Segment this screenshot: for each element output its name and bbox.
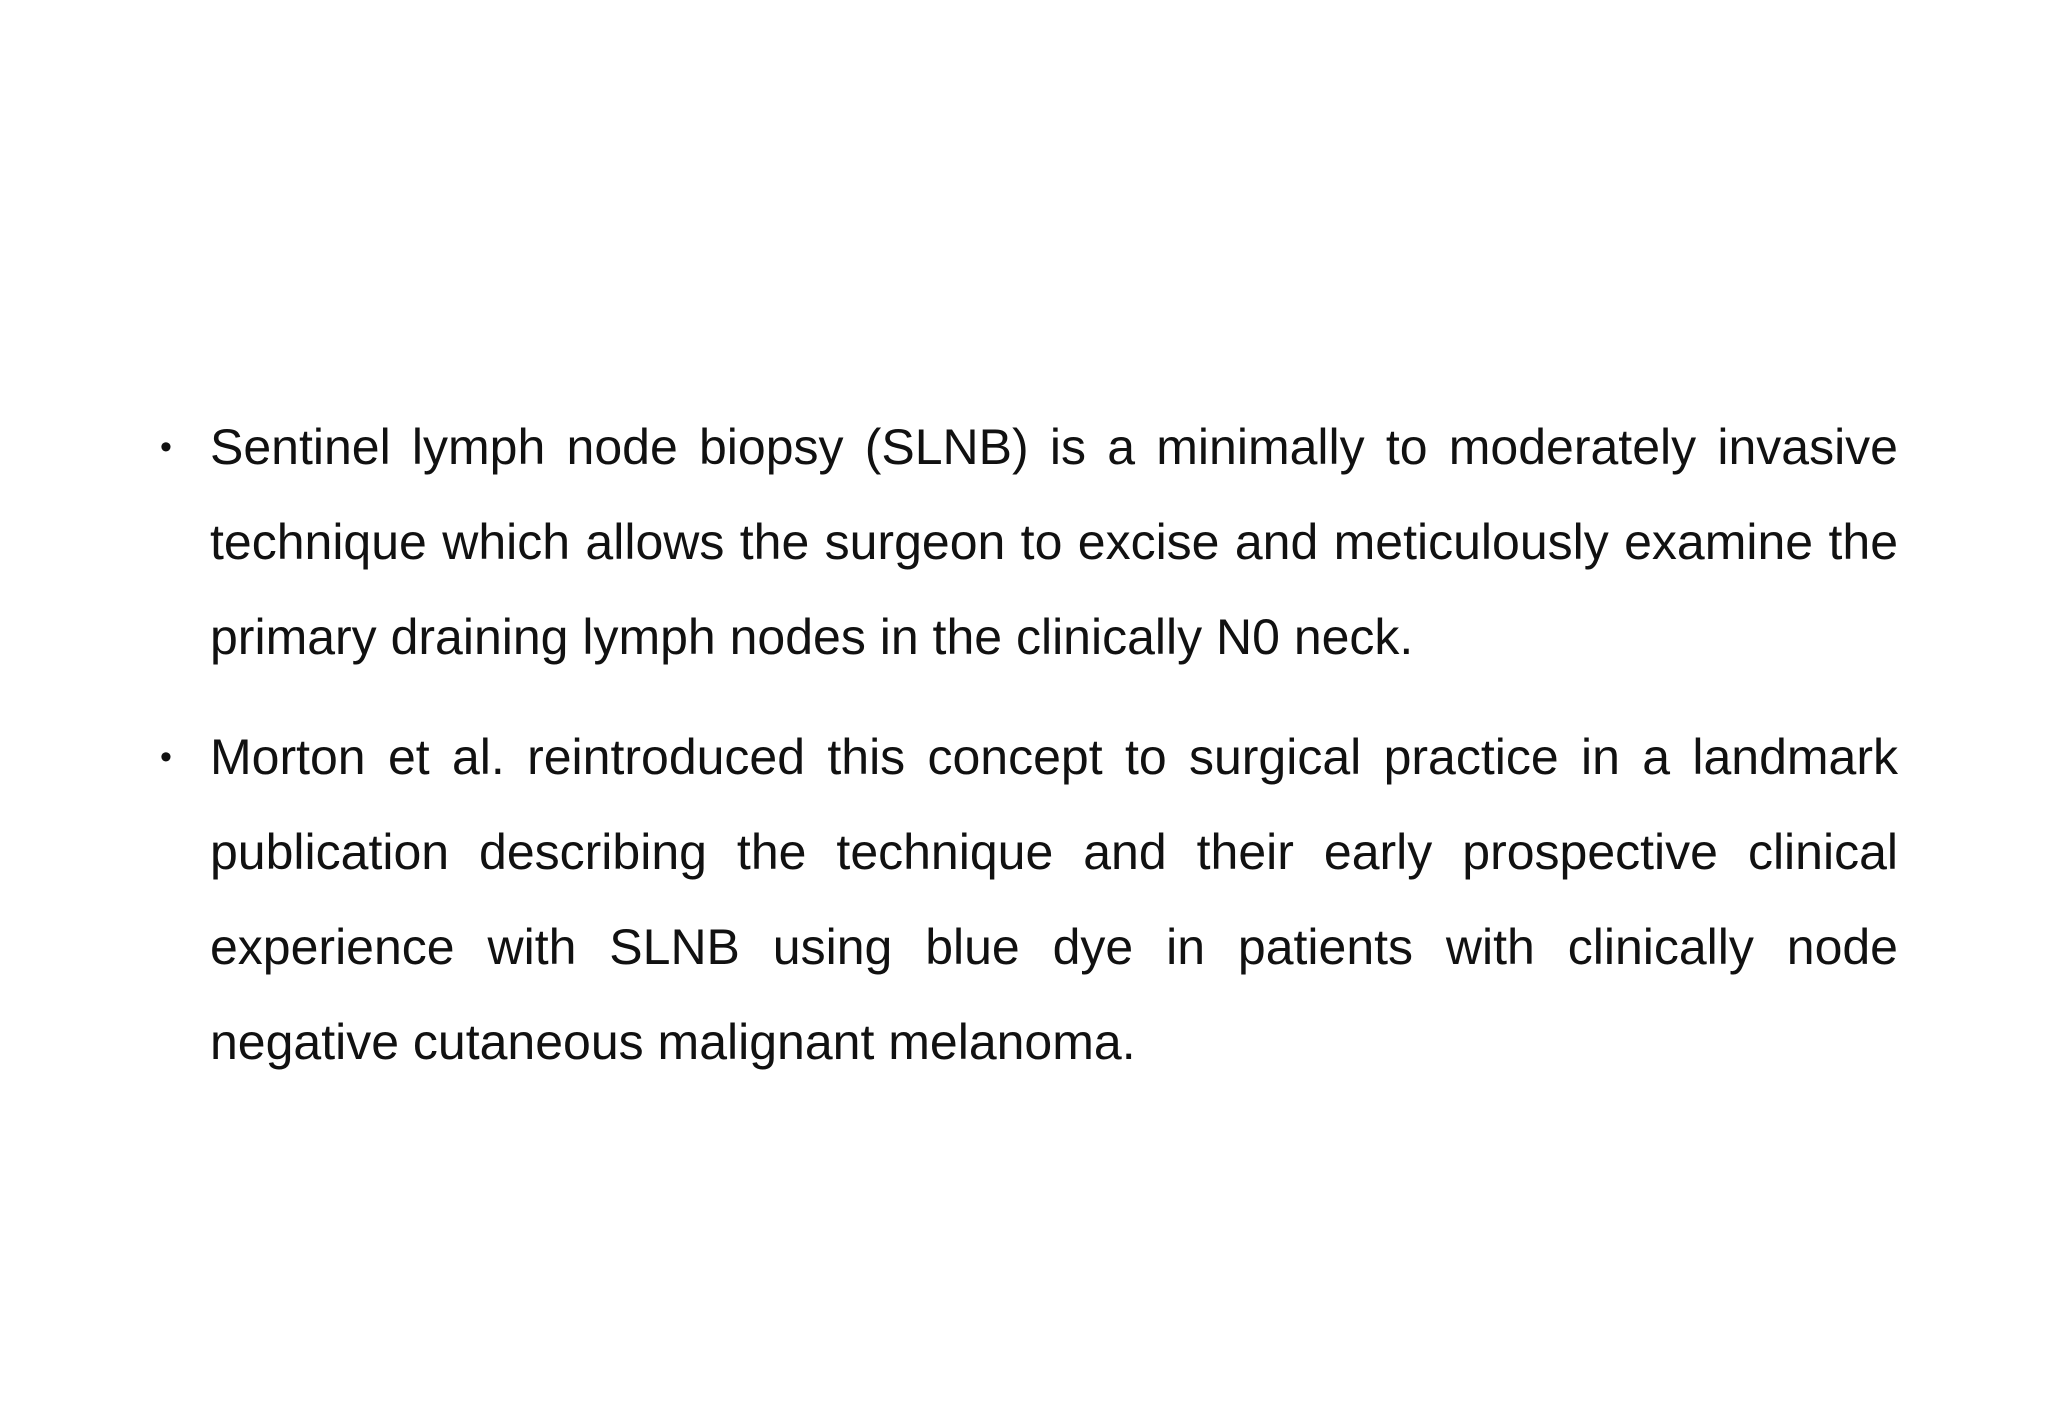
bullet-item-slnb-definition xyxy=(160,400,1898,685)
bullet-text: Morton et al. reintroduced this concept to surgical practice in a landmark publication describing the technique and their early prospective clinical experience with SLNB using blue dye in patients with clinically node negative cutaneous malignant melanoma. xyxy=(210,729,1898,1070)
bullet-dot-icon: • xyxy=(160,738,172,776)
bullet-list xyxy=(160,400,1898,1115)
bullet-text: Sentinel lymph node biopsy (SLNB) is a minimally to moderately invasive technique which allows the surgeon to excise and meticulously examine the primary draining lymph nodes in the clinically N0 neck. xyxy=(210,419,1898,665)
bullet-dot-icon: • xyxy=(160,428,172,466)
bullet-item-morton-history xyxy=(160,710,1898,1090)
